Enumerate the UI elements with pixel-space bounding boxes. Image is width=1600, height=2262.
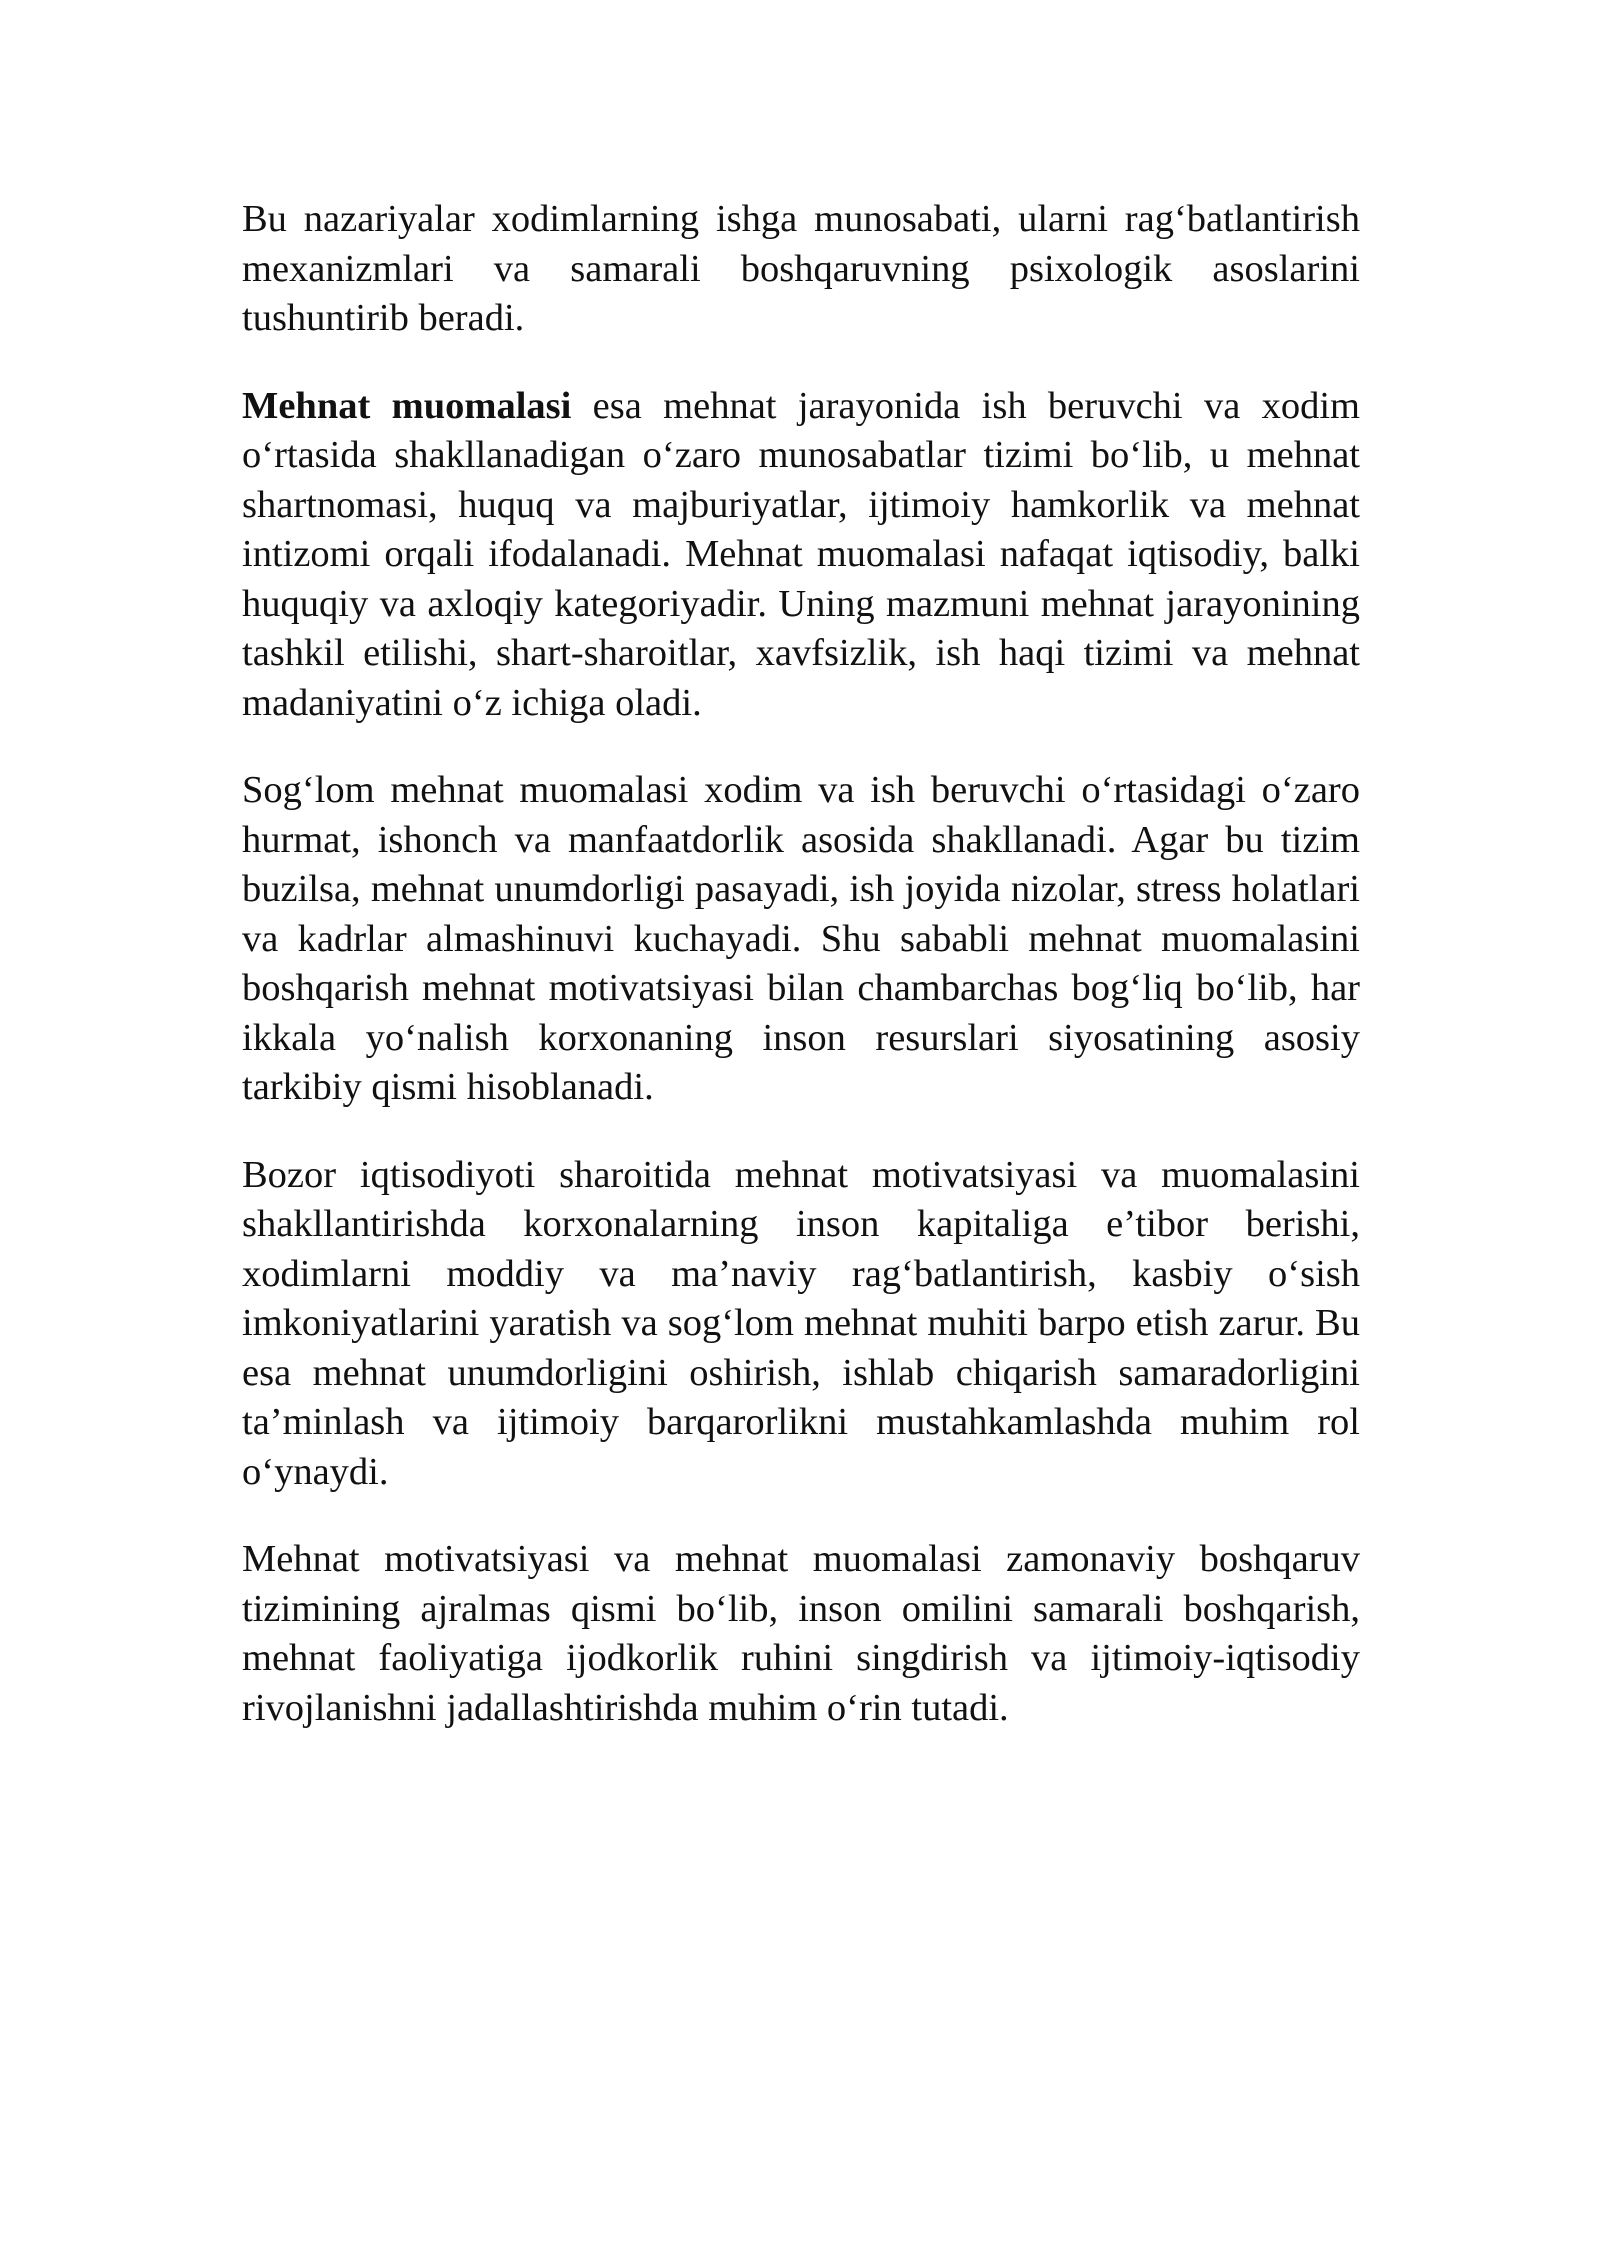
paragraph-1-text: Bu nazariyalar xodimlarning ishga munosabati, ularni rag‘batlantirish mexanizmlari va samarali boshqaruvning psixologik asoslarini tushuntirib beradi. xyxy=(242,198,1360,339)
document-page xyxy=(242,195,1360,1771)
paragraph-4 xyxy=(242,1151,1360,1498)
paragraph-2 xyxy=(242,382,1360,729)
paragraph-1 xyxy=(242,195,1360,344)
paragraph-3-text: Sog‘lom mehnat muomalasi xodim va ish beruvchi o‘rtasidagi o‘zaro hurmat, ishonch va manfaatdorlik asosida shakllanadi. Agar bu tizim buzilsa, mehnat unumdorligi pasayadi, ish joyida nizolar, stress holatlari va kadrlar almashinuvi kuchayadi. Shu sababli mehnat muomalasini boshqarish mehnat motivatsiyasi bilan chambarchas bog‘liq bo‘lib, har ikkala yo‘nalish korxonaning inson resurslari siyosatining asosiy tarkibiy qismi hisoblanadi. xyxy=(242,769,1360,1108)
paragraph-5 xyxy=(242,1535,1360,1733)
paragraph-5-text: Mehnat motivatsiyasi va mehnat muomalasi zamonaviy boshqaruv tizimining ajralmas qismi bo‘lib, inson omilini samarali boshqarish, mehnat faoliyatiga ijodkorlik ruhini singdirish va ijtimoiy-iqtisodiy rivojlanishni jadallashtirishda muhim o‘rin tutadi. xyxy=(242,1538,1360,1729)
paragraph-2-term: Mehnat muomalasi xyxy=(242,384,572,427)
paragraph-2-text: esa mehnat jarayonida ish beruvchi va xodim o‘rtasida shakllanadigan o‘zaro munosabatlar tizimi bo‘lib, u mehnat shartnomasi, huquq va majburiyatlar, ijtimoiy hamkorlik va mehnat intizomi orqali ifodalanadi. Mehnat muomalasi nafaqat iqtisodiy, balki huquqiy va axloqiy kategoriyadir. Uning mazmuni mehnat jarayonining tashkil etilishi, shart-sharoitlar, xavfsizlik, ish haqi tizimi va mehnat madaniyatini o‘z ichiga oladi. xyxy=(242,384,1361,724)
paragraph-3 xyxy=(242,766,1360,1113)
paragraph-4-text: Bozor iqtisodiyoti sharoitida mehnat motivatsiyasi va muomalasini shakllantirishda korxonalarning inson kapitaliga e’tibor berishi, xodimlarni moddiy va ma’naviy rag‘batlantirish, kasbiy o‘sish imkoniyatlarini yaratish va sog‘lom mehnat muhiti barpo etish zarur. Bu esa mehnat unumdorligini oshirish, ishlab chiqarish samaradorligini ta’minlash va ijtimoiy barqarorlikni mustahkamlashda muhim rol o‘ynaydi. xyxy=(242,1153,1360,1493)
